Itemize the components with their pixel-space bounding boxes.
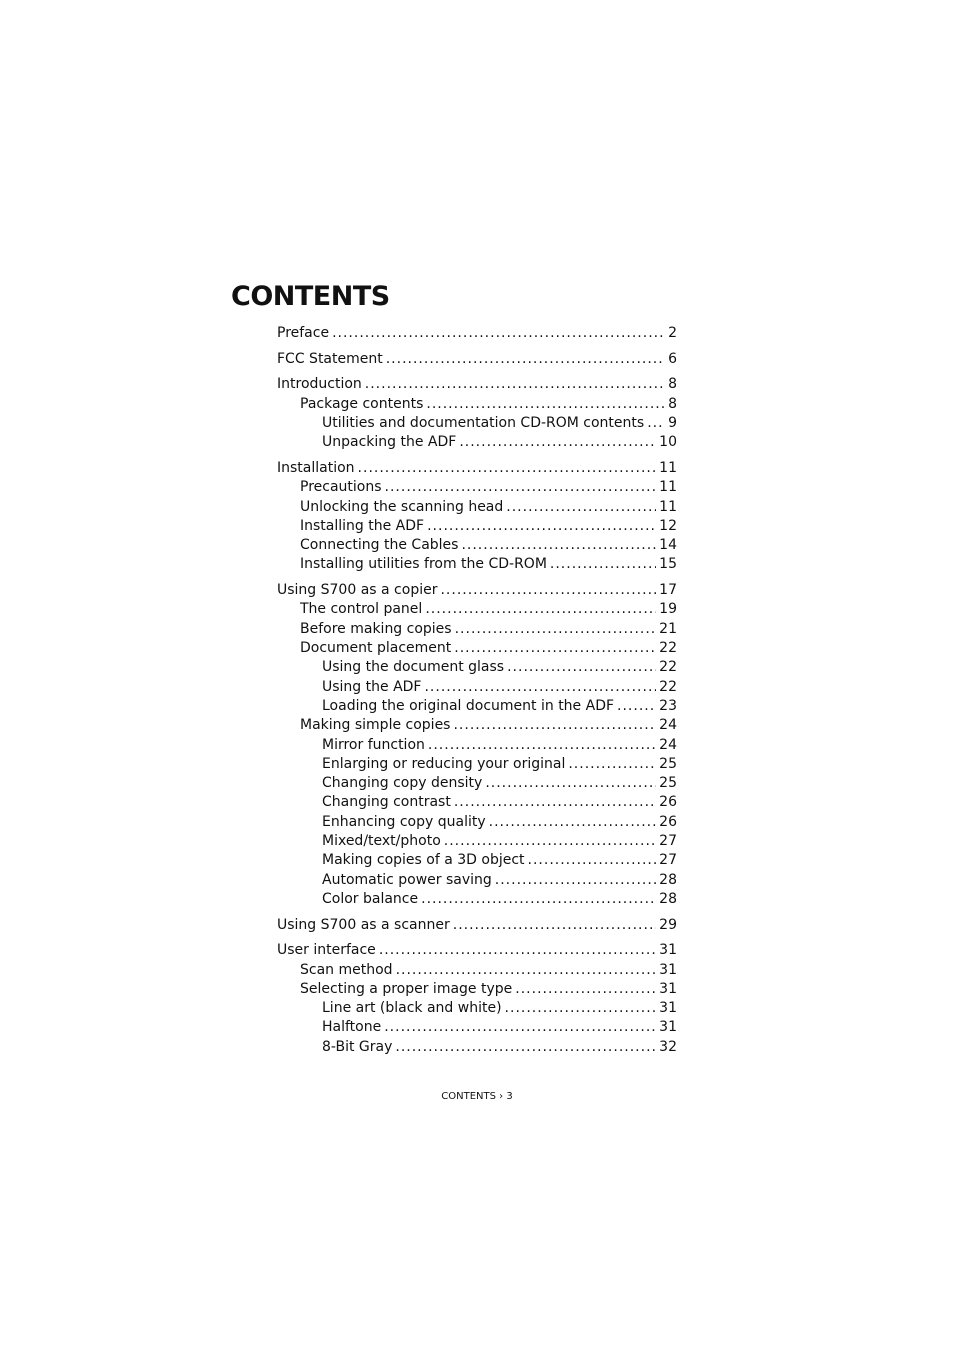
toc-entry <box>277 658 677 677</box>
table-of-contents <box>277 324 677 1057</box>
toc-entry-title: Precautions <box>300 479 382 496</box>
toc-dot-leader <box>379 941 656 960</box>
toc-entry-page-number: 21 <box>659 620 677 637</box>
toc-entry-page-number: 27 <box>659 832 677 849</box>
toc-dot-leader <box>489 813 657 832</box>
toc-entry-title: Making copies of a 3D object <box>322 852 525 869</box>
toc-entry-page-number: 2 <box>668 325 677 341</box>
toc-entry <box>277 890 677 909</box>
toc-entry-title: Halftone <box>322 1019 382 1036</box>
toc-entry <box>277 350 677 369</box>
toc-entry-title: Unlocking the scanning head <box>300 498 504 515</box>
toc-entry <box>277 961 677 980</box>
toc-entry-page-number: 27 <box>659 852 677 869</box>
toc-dot-leader <box>454 793 656 812</box>
toc-entry-page-number: 8 <box>668 376 677 393</box>
toc-entry-page-number: 31 <box>659 942 677 959</box>
toc-entry-page-number: 6 <box>668 350 677 367</box>
toc-entry-page-number: 26 <box>659 813 677 830</box>
toc-entry <box>277 774 677 793</box>
toc-entry <box>277 581 677 600</box>
toc-dot-leader <box>506 498 656 517</box>
toc-dot-leader <box>453 716 656 735</box>
toc-dot-leader <box>365 375 665 394</box>
toc-entry <box>277 716 677 735</box>
toc-entry <box>277 375 677 394</box>
toc-entry <box>277 832 677 851</box>
toc-entry-title: Mixed/text/photo <box>322 832 441 849</box>
toc-entry <box>277 459 677 478</box>
toc-entry-page-number: 15 <box>659 556 677 573</box>
toc-entry-title: Installing utilities from the CD-ROM <box>300 556 547 573</box>
toc-entry-title: Automatic power saving <box>322 871 492 888</box>
toc-entry <box>277 433 677 452</box>
toc-entry-page-number: 28 <box>659 890 677 907</box>
toc-dot-leader <box>424 678 656 697</box>
toc-entry-page-number: 22 <box>659 678 677 695</box>
toc-entry <box>277 600 677 619</box>
toc-dot-leader <box>485 774 656 793</box>
toc-dot-leader <box>617 697 656 716</box>
toc-entry-page-number: 10 <box>659 434 677 451</box>
toc-entry <box>277 395 677 414</box>
toc-entry-page-number: 17 <box>659 582 677 599</box>
toc-dot-leader <box>426 395 665 414</box>
toc-entry <box>277 1038 677 1057</box>
toc-entry-page-number: 32 <box>659 1038 677 1055</box>
toc-dot-leader <box>440 581 656 600</box>
toc-entry-title: Using S700 as a scanner <box>277 916 450 933</box>
toc-entry-page-number: 11 <box>659 459 677 476</box>
toc-entry-title: User interface <box>277 942 376 959</box>
toc-dot-leader <box>647 414 665 433</box>
toc-entry <box>277 813 677 832</box>
toc-entry-title: Using S700 as a copier <box>277 582 438 599</box>
toc-entry-page-number: 14 <box>659 537 677 554</box>
toc-entry-title: Preface <box>277 325 330 341</box>
toc-entry <box>277 851 677 870</box>
toc-entry-title: Using the ADF <box>322 678 422 695</box>
toc-entry <box>277 620 677 639</box>
toc-entry-page-number: 31 <box>659 980 677 997</box>
page-title: CONTENTS <box>231 281 390 312</box>
toc-entry-title: Enhancing copy quality <box>322 813 486 830</box>
toc-entry-title: Changing copy density <box>322 775 483 792</box>
toc-dot-leader <box>461 536 656 555</box>
toc-entry <box>277 498 677 517</box>
toc-entry <box>277 678 677 697</box>
toc-entry-page-number: 26 <box>659 794 677 811</box>
toc-entry-title: Introduction <box>277 376 362 393</box>
toc-entry <box>277 517 677 536</box>
toc-dot-leader <box>550 555 656 574</box>
toc-entry-title: Connecting the Cables <box>300 537 459 554</box>
toc-entry-title: Document placement <box>300 640 452 657</box>
toc-entry-page-number: 25 <box>659 775 677 792</box>
toc-dot-leader <box>568 755 656 774</box>
toc-entry-title: Scan method <box>300 961 393 978</box>
toc-dot-leader <box>395 1038 656 1057</box>
toc-entry <box>277 871 677 890</box>
toc-entry-page-number: 29 <box>659 916 677 933</box>
toc-entry-title: Before making copies <box>300 620 452 637</box>
toc-dot-leader <box>428 736 656 755</box>
toc-entry-title: Using the document glass <box>322 659 505 676</box>
toc-dot-leader <box>384 1018 656 1037</box>
toc-entry <box>277 793 677 812</box>
toc-entry <box>277 999 677 1018</box>
toc-dot-leader <box>427 517 656 536</box>
toc-entry-page-number: 24 <box>659 736 677 753</box>
toc-dot-leader <box>507 658 656 677</box>
toc-entry-title: Color balance <box>322 890 419 907</box>
toc-entry-page-number: 22 <box>659 659 677 676</box>
toc-dot-leader <box>455 620 657 639</box>
toc-dot-leader <box>453 916 656 935</box>
toc-dot-leader <box>515 980 656 999</box>
toc-entry-page-number: 12 <box>659 517 677 534</box>
toc-dot-leader <box>528 851 657 870</box>
toc-dot-leader <box>425 600 656 619</box>
toc-entry-page-number: 8 <box>668 395 677 412</box>
toc-dot-leader <box>421 890 656 909</box>
toc-dot-leader <box>444 832 656 851</box>
toc-dot-leader <box>385 478 657 497</box>
toc-entry <box>277 697 677 716</box>
toc-entry-page-number: 31 <box>659 1000 677 1017</box>
toc-entry <box>277 916 677 935</box>
toc-entry-page-number: 23 <box>659 697 677 714</box>
toc-dot-leader <box>396 961 657 980</box>
page-footer: CONTENTS › 3 <box>441 1091 513 1102</box>
toc-entry-page-number: 24 <box>659 717 677 734</box>
toc-entry <box>277 755 677 774</box>
toc-entry-title: Utilities and documentation CD-ROM contents <box>322 414 645 431</box>
toc-entry-title: Selecting a proper image type <box>300 980 513 997</box>
toc-entry <box>277 324 677 343</box>
toc-entry-page-number: 31 <box>659 961 677 978</box>
toc-entry-title: Installation <box>277 459 355 476</box>
toc-entry <box>277 536 677 555</box>
toc-entry-title: Mirror function <box>322 736 425 753</box>
toc-entry-title: Making simple copies <box>300 717 451 734</box>
toc-entry-title: The control panel <box>300 601 423 618</box>
toc-dot-leader <box>386 350 665 369</box>
toc-entry-page-number: 25 <box>659 755 677 772</box>
toc-dot-leader <box>454 639 656 658</box>
toc-entry-title: Installing the ADF <box>300 517 425 534</box>
toc-entry-title: FCC Statement <box>277 350 383 367</box>
toc-entry <box>277 980 677 999</box>
toc-entry-page-number: 28 <box>659 871 677 888</box>
toc-entry-title: Changing contrast <box>322 794 451 811</box>
toc-entry-title: Enlarging or reducing your original <box>322 755 566 772</box>
toc-entry-title: Package contents <box>300 395 424 412</box>
toc-entry-page-number: 19 <box>659 601 677 618</box>
toc-dot-leader <box>358 459 657 478</box>
toc-dot-leader <box>505 999 657 1018</box>
toc-entry <box>277 736 677 755</box>
toc-entry-title: Loading the original document in the ADF <box>322 697 615 714</box>
toc-entry-page-number: 22 <box>659 640 677 657</box>
toc-dot-leader <box>332 324 665 343</box>
toc-entry-page-number: 11 <box>659 479 677 496</box>
toc-entry-page-number: 9 <box>668 414 677 431</box>
toc-entry-page-number: 31 <box>659 1019 677 1036</box>
toc-dot-leader <box>495 871 656 890</box>
toc-entry-title: Unpacking the ADF <box>322 434 457 451</box>
toc-entry <box>277 941 677 960</box>
toc-entry <box>277 478 677 497</box>
toc-entry-title: Line art (black and white) <box>322 1000 502 1017</box>
toc-dot-leader <box>459 433 656 452</box>
toc-entry <box>277 555 677 574</box>
toc-entry-title: 8-Bit Gray <box>322 1038 393 1055</box>
toc-entry <box>277 1018 677 1037</box>
toc-entry <box>277 639 677 658</box>
toc-entry <box>277 414 677 433</box>
toc-entry-page-number: 11 <box>659 498 677 515</box>
